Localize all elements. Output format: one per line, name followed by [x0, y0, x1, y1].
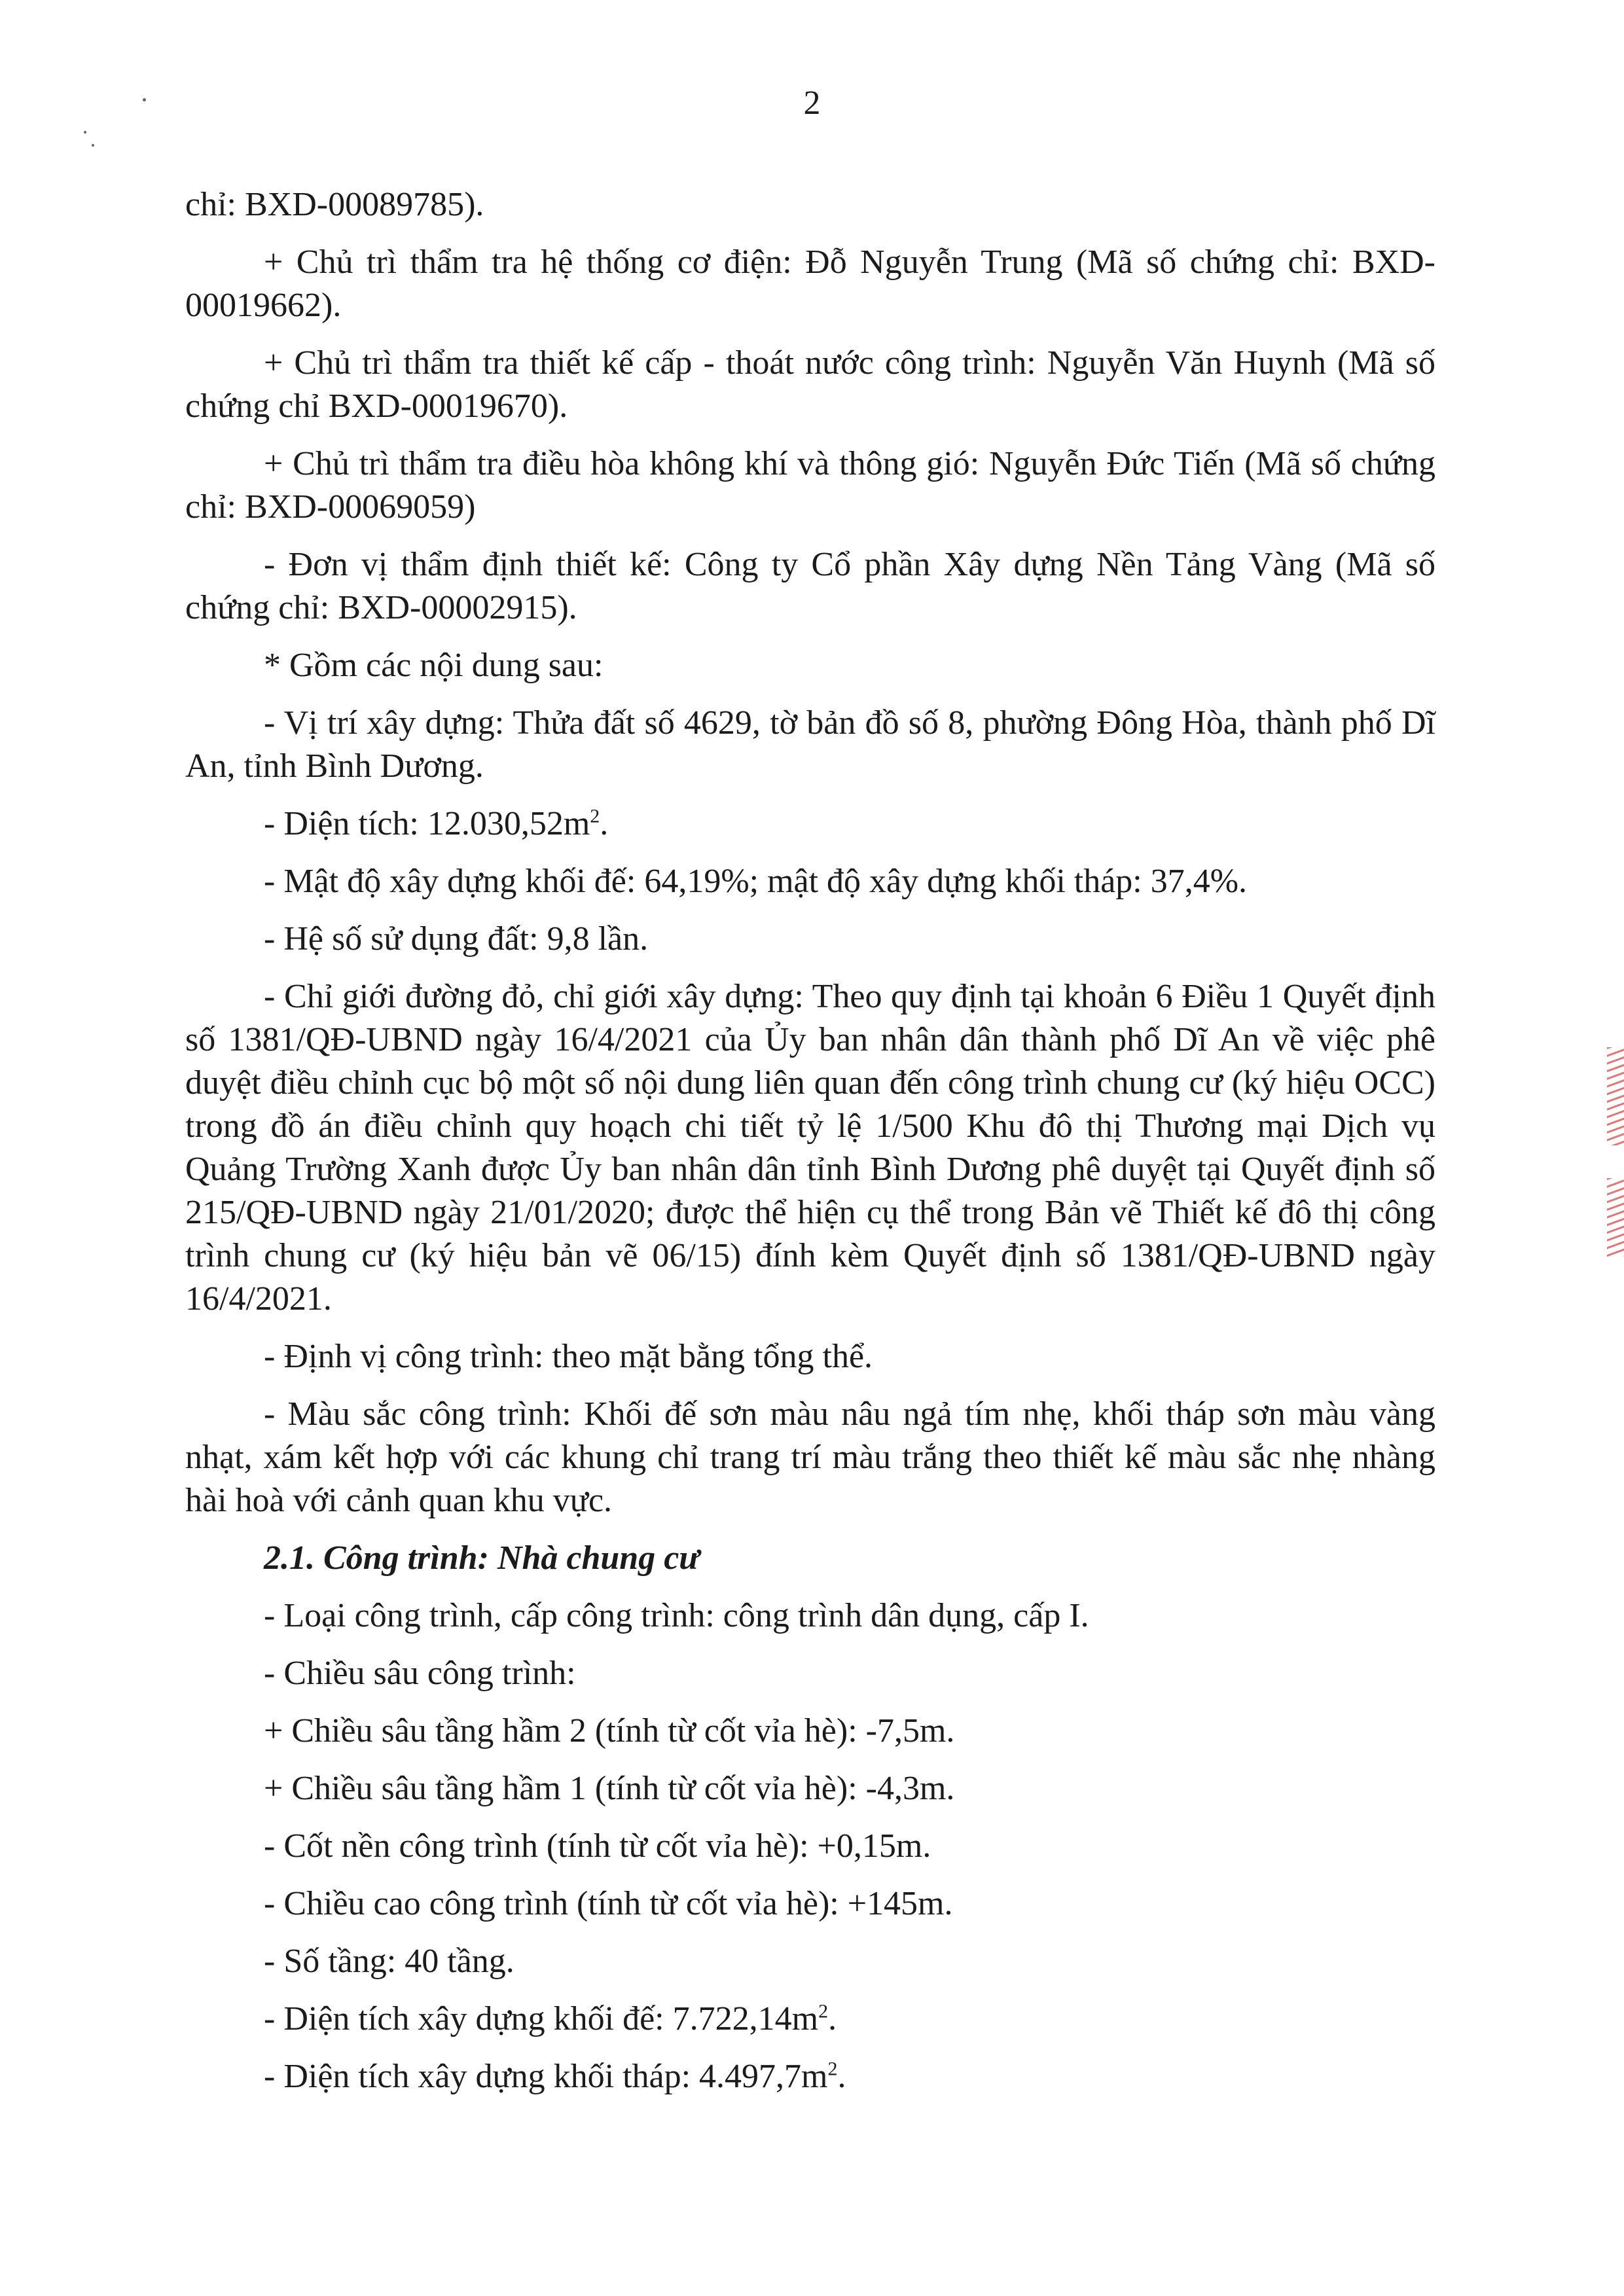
section-heading: 2.1. Công trình: Nhà chung cư [264, 1539, 700, 1577]
stamp-edge-mark [1607, 1047, 1624, 1145]
paragraph: - Định vị công trình: theo mặt bằng tổng thể. [264, 1338, 873, 1375]
paragraph: - Hệ số sử dụng đất: 9,8 lần. [264, 920, 649, 958]
paragraph: + Chủ trì thẩm tra hệ thống cơ điện: Đỗ Nguyễn Trung (Mã số chứng chỉ: BXD-00019662). [185, 243, 1435, 324]
paragraph: - Đơn vị thẩm định thiết kế: Công ty Cổ phần Xây dựng Nền Tảng Vàng (Mã số chứng chỉ: BXD-00002915). [185, 546, 1435, 626]
paragraph: - Chỉ giới đường đỏ, chỉ giới xây dựng: Theo quy định tại khoản 6 Điều 1 Quyết định số 1381/QĐ-UBND ngày 16/4/2021 của Ủy ban nhân dân thành phố Dĩ An về việc phê duyệt điều chỉnh cục bộ một số nội dung liên quan đến công trình chung cư (ký hiệu OCC) trong đồ án điều chỉnh quy hoạch chi tiết tỷ lệ 1/500 Khu đô thị Thương mại Dịch vụ Quảng Trường Xanh được Ủy ban nhân dân tỉnh Bình Dương phê duyệt tại Quyết định số 215/QĐ-UBND ngày 21/01/2020; được thể hiện cụ thể trong Bản vẽ Thiết kế đô thị công trình chung cư (ký hiệu bản vẽ 06/15) đính kèm Quyết định số 1381/QĐ-UBND ngày 16/4/2021. [185, 978, 1435, 1318]
paragraph: - Chiều cao công trình (tính từ cốt vỉa hè): +145m. [264, 1885, 953, 1922]
paragraph: - Diện tích xây dựng khối tháp: $4.497,7m^2$. [264, 2058, 846, 2095]
document-body [185, 183, 1435, 2098]
paragraph: - Số tầng: 40 tầng. [264, 1943, 514, 1980]
stamp-edge-mark [1607, 1178, 1624, 1257]
paragraph: chỉ: BXD-00089785). [185, 186, 484, 223]
paragraph: + Chiều sâu tầng hầm 2 (tính từ cốt vỉa hè): -7,5m. [264, 1712, 955, 1749]
paragraph: - Chiều sâu công trình: [264, 1655, 576, 1692]
scan-speck [84, 131, 86, 134]
paragraph: + Chủ trì thẩm tra điều hòa không khí và thông gió: Nguyễn Đức Tiến (Mã số chứng chỉ: BXD-00069059) [185, 445, 1435, 526]
paragraph: - Loại công trình, cấp công trình: công trình dân dụng, cấp I. [264, 1597, 1089, 1634]
paragraph: - Diện tích xây dựng khối đế: $7.722,14m^2$. [264, 2000, 837, 2037]
paragraph: + Chiều sâu tầng hầm 1 (tính từ cốt vỉa hè): -4,3m. [264, 1770, 955, 1807]
page-number: 2 [803, 84, 821, 122]
paragraph: - Cốt nền công trình (tính từ cốt vỉa hè): +0,15m. [264, 1827, 931, 1865]
paragraph: - Diện tích: $12.030,52m^2$. [264, 805, 609, 842]
paragraph: - Vị trí xây dựng: Thửa đất số 4629, tờ bản đồ số 8, phường Đông Hòa, thành phố Dĩ An, tỉnh Bình Dương. [185, 704, 1435, 785]
paragraph: + Chủ trì thẩm tra thiết kế cấp - thoát nước công trình: Nguyễn Văn Huynh (Mã số chứng chỉ BXD-00019670). [185, 344, 1435, 425]
paragraph: - Mật độ xây dựng khối đế: 64,19%; mật độ xây dựng khối tháp: 37,4%. [264, 863, 1248, 900]
scan-speck [92, 144, 94, 147]
paragraph: * Gồm các nội dung sau: [264, 647, 604, 684]
paragraph: - Màu sắc công trình: Khối đế sơn màu nâu ngả tím nhẹ, khối tháp sơn màu vàng nhạt, xám kết hợp với các khung chỉ trang trí màu trắng theo thiết kế màu sắc nhẹ nhàng hài hoà với cảnh quan khu vực. [185, 1395, 1435, 1519]
